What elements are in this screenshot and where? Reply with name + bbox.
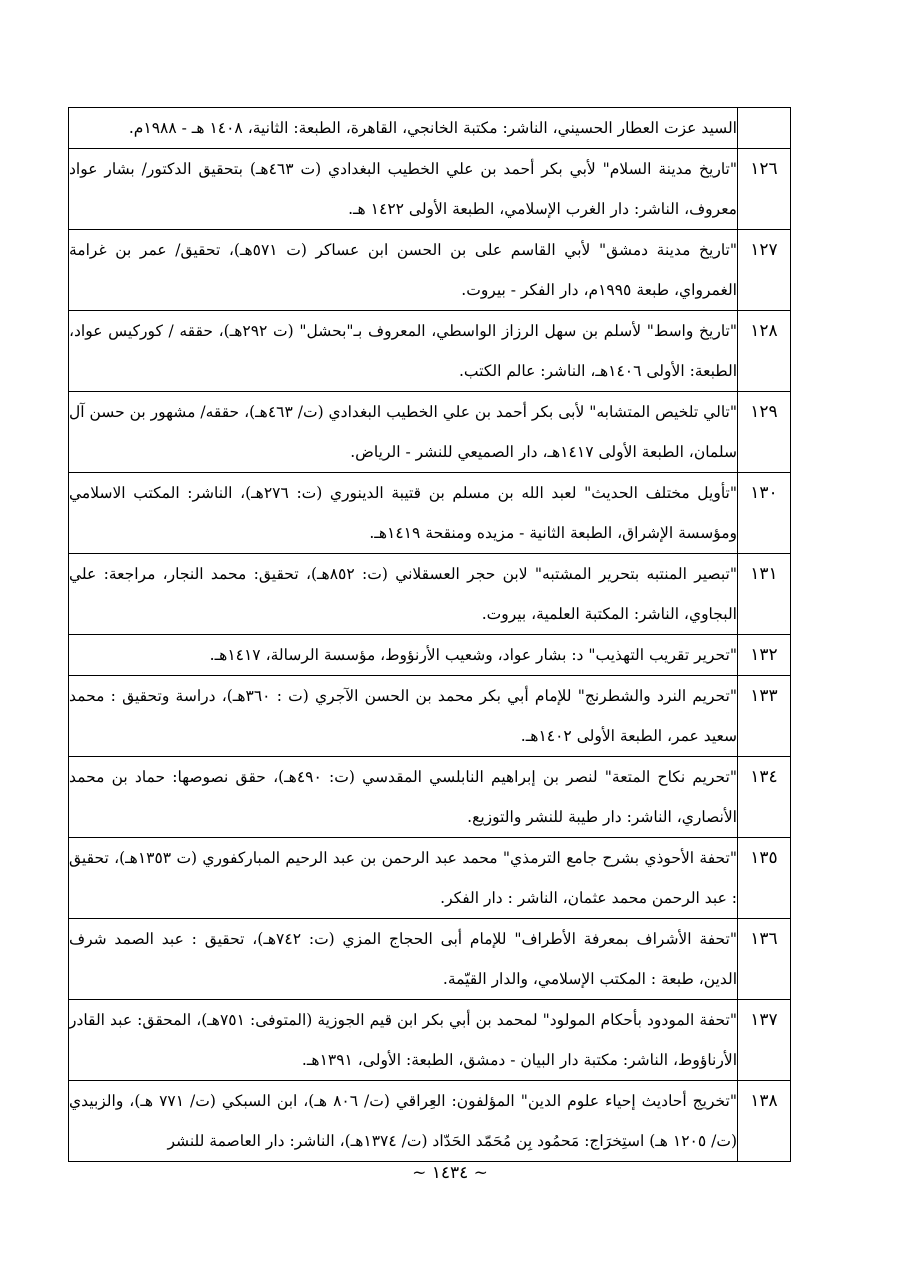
table-row bbox=[69, 149, 791, 230]
table-row bbox=[69, 757, 791, 838]
reference-text: "تحفة المودود بأحكام المولود" لمحمد بن أبي بكر ابن قيم الجوزية (المتوفى: ٧٥١هـ)، المحقق: عبد القادر الأرناؤوط، الناشر: مكتبة دار البيان - دمشق، الطبعة: الأولى، ١٣٩١هـ. bbox=[69, 1000, 738, 1081]
references-table-body bbox=[69, 108, 791, 1162]
reference-text: "تاريخ مدينة دمشق" لأبي القاسم على بن الحسن ابن عساكر (ت ٥٧١هـ)، تحقيق/ عمر بن غرامة الغمرواي، طبعة ١٩٩٥م، دار الفكر - بيروت. bbox=[69, 230, 738, 311]
table-row bbox=[69, 919, 791, 1000]
table-row bbox=[69, 676, 791, 757]
reference-number: ١٣٥ bbox=[738, 838, 791, 919]
table-row bbox=[69, 1081, 791, 1162]
reference-number: ١٣١ bbox=[738, 554, 791, 635]
reference-number: ١٢٧ bbox=[738, 230, 791, 311]
reference-text: "تبصير المنتبه بتحرير المشتبه" لابن حجر العسقلاني (ت: ٨٥٢هـ)، تحقيق: محمد النجار، مراجعة: علي البجاوي، الناشر: المكتبة العلمية، بيروت. bbox=[69, 554, 738, 635]
reference-text: "تحريم النرد والشطرنج" للإمام أبي بكر محمد بن الحسن الآجري (ت : ٣٦٠هـ)، دراسة وتحقيق : محمد سعيد عمر، الطبعة الأولى ١٤٠٢هـ. bbox=[69, 676, 738, 757]
table-row bbox=[69, 230, 791, 311]
table-row bbox=[69, 392, 791, 473]
reference-text: "تاريخ واسط" لأسلم بن سهل الرزاز الواسطي، المعروف بـ"بحشل" (ت ٢٩٢هـ)، حققه / كوركيس عواد، الطبعة: الأولى ١٤٠٦هـ، الناشر: عالم الكتب. bbox=[69, 311, 738, 392]
table-row bbox=[69, 635, 791, 676]
reference-number: ١٢٦ bbox=[738, 149, 791, 230]
references-table bbox=[68, 107, 791, 1162]
reference-number: ١٣٢ bbox=[738, 635, 791, 676]
reference-text: "تالي تلخيص المتشابه" لأبى بكر أحمد بن علي الخطيب البغدادي (ت/ ٤٦٣هـ)، حققه/ مشهور بن حسن آل سلمان، الطبعة الأولى ١٤١٧هـ، دار الصميعي للنشر - الرياض. bbox=[69, 392, 738, 473]
table-row bbox=[69, 1000, 791, 1081]
reference-number: ١٣٣ bbox=[738, 676, 791, 757]
reference-number: ١٢٩ bbox=[738, 392, 791, 473]
reference-text: السيد عزت العطار الحسيني، الناشر: مكتبة الخانجي، القاهرة، الطبعة: الثانية، ١٤٠٨ هـ - ١٩٨٨م. bbox=[69, 108, 738, 149]
reference-text: "تاريخ مدينة السلام" لأبي بكر أحمد بن علي الخطيب البغدادي (ت ٤٦٣هـ) بتحقيق الدكتور/ بشار عواد معروف، الناشر: دار الغرب الإسلامي، الطبعة الأولى ١٤٢٢ هـ. bbox=[69, 149, 738, 230]
table-row bbox=[69, 838, 791, 919]
reference-number: ١٣٤ bbox=[738, 757, 791, 838]
reference-number: ١٢٨ bbox=[738, 311, 791, 392]
reference-text: "تحريم نكاح المتعة" لنصر بن إبراهيم النابلسي المقدسي (ت: ٤٩٠هـ)، حقق نصوصها: حماد بن محمد الأنصاري، الناشر: دار طيبة للنشر والتوزيع. bbox=[69, 757, 738, 838]
references-page bbox=[68, 107, 791, 1162]
reference-text: "تحفة الأحوذي بشرح جامع الترمذي" محمد عبد الرحمن بن عبد الرحيم المباركفوري (ت ١٣٥٣هـ)، تحقيق : عبد الرحمن محمد عثمان، الناشر : دار الفكر. bbox=[69, 838, 738, 919]
page-number: ~ ١٤٣٤ ~ bbox=[412, 1163, 488, 1183]
reference-text: "تأويل مختلف الحديث" لعبد الله بن مسلم بن قتيبة الدينوري (ت: ٢٧٦هـ)، الناشر: المكتب الاسلامي ومؤسسة الإشراق، الطبعة الثانية - مزيده ومنقحة ١٤١٩هـ. bbox=[69, 473, 738, 554]
table-row bbox=[69, 554, 791, 635]
reference-number: ١٣٧ bbox=[738, 1000, 791, 1081]
reference-number bbox=[738, 108, 791, 149]
reference-text: "تخريج أحاديث إحياء علوم الدين" المؤلفون: العِراقي (ت/ ٨٠٦ هـ)، ابن السبكي (ت/ ٧٧١ هـ)، والزبيدي (ت/ ١٢٠٥ هـ) استِخرَاج: مَحمُود بِن مُحَمّد الحَدّاد (ت/ ١٣٧٤هـ)، الناشر: دار العاصمة للنشر bbox=[69, 1081, 738, 1162]
reference-text: "تحفة الأشراف بمعرفة الأطراف" للإمام أبى الحجاج المزي (ت: ٧٤٢هـ)، تحقيق : عبد الصمد شرف الدين، طبعة : المكتب الإسلامي، والدار القيّمة. bbox=[69, 919, 738, 1000]
reference-text: "تحرير تقريب التهذيب" د: بشار عواد، وشعيب الأرنؤوط، مؤسسة الرسالة، ١٤١٧هـ. bbox=[69, 635, 738, 676]
table-row bbox=[69, 473, 791, 554]
table-row bbox=[69, 311, 791, 392]
reference-number: ١٣٨ bbox=[738, 1081, 791, 1162]
reference-number: ١٣٦ bbox=[738, 919, 791, 1000]
reference-number: ١٣٠ bbox=[738, 473, 791, 554]
table-row bbox=[69, 108, 791, 149]
